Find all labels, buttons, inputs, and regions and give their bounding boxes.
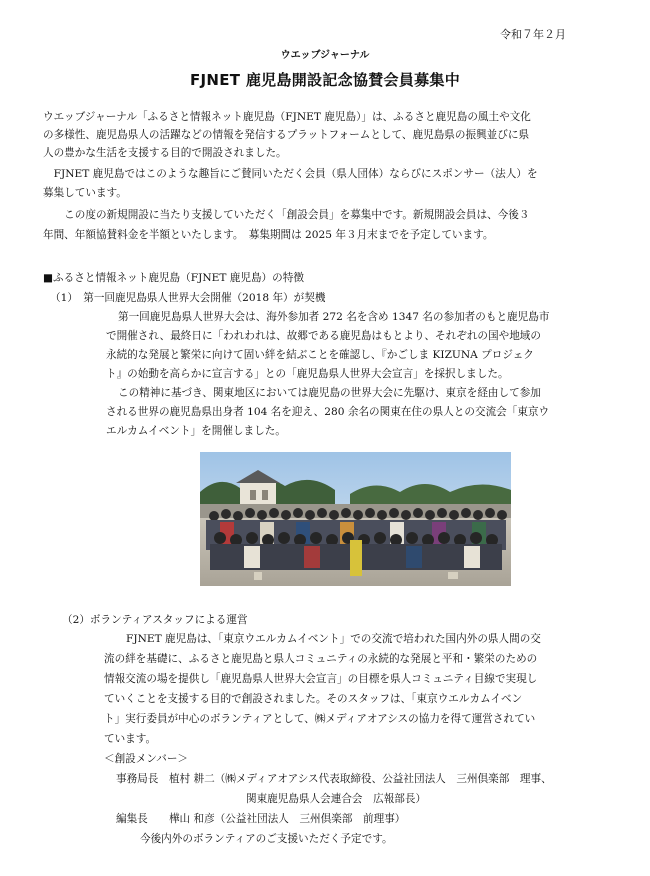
intro-line: FJNET 鹿児島ではこのような趣旨にご賛同いただく会員（県人団体）ならびにスポンサー（法人）を <box>43 168 538 180</box>
publisher-label: ウエッブジャーナル <box>280 50 370 61</box>
document-date: 令和７年２月 <box>500 28 566 41</box>
item2-line: 流の絆を基礎に、ふるさと鹿児島と県人コミュニティの永続的な発展と平和・繁栄のための <box>104 653 538 665</box>
item2-line: ていくことを支援する目的で創設されました。そのスタッフは、「東京ウエルカムイベン <box>104 693 523 705</box>
closing-line: 今後内外のボランティアのご支援いただく予定です。 <box>140 833 393 845</box>
intro-line: 募集しています。 <box>43 187 127 199</box>
intro-line: この度の新規開設に当たり支援していただく「創設会員」を募集中です。新規開設会員は、今後３ <box>43 209 530 221</box>
item2-line: ています。 <box>104 733 157 745</box>
item2-line: FJNET 鹿児島は、「東京ウエルカムイベント」での交流で培われた国内外の県人間の交 <box>126 633 541 645</box>
page-title: FJNET 鹿児島開設記念協賛会員募集中 <box>189 71 461 89</box>
item1-line: で開催され、最終日に「われわれは、故郷である鹿児島はもとより、それぞれの国や地域の <box>106 330 541 342</box>
item1-line: ト』の始動を高らかに宣言する」との「鹿児島県人世界大会宣言」を採択しました。 <box>106 368 509 380</box>
section-heading: ■ふるさと情報ネット鹿児島（FJNET 鹿児島）の特徴 <box>43 272 304 284</box>
member-line: 事務局長 植村 耕二（㈱メディアオアシス代表取締役、公益社団法人 三州倶楽部 理事、 <box>116 773 552 785</box>
item1-line: される世界の鹿児島県出身者 104 名を迎え、280 余名の関東在住の県人との交流会「東京ウ <box>106 406 550 418</box>
item1-line: 第一回鹿児島県人世界大会は、海外参加者 272 名を含め 1347 名の参加者のもと鹿児島市 <box>118 311 550 323</box>
member-line: 編集長 樺山 和彦（公益社団法人 三州倶楽部 前理事） <box>116 813 406 825</box>
intro-line: 年間、年額協賛料金を半額といたします。 募集期間は 2025 年３月末までを予定しています。 <box>43 229 494 241</box>
intro-line: の多様性、鹿児島県人の活躍などの情報を発信するプラットフォームとして、鹿児島県の振興並びに県 <box>43 129 530 141</box>
intro-line: 人の豊かな生活を支援する目的で開設されました。 <box>43 147 287 159</box>
item1-line: 永続的な発展と繁栄に向けて固い絆を結ぶことを確認し、『かごしま KIZUNA プロジェク <box>106 349 534 361</box>
group-photo-illustration <box>200 452 511 586</box>
item1-line: この精神に基づき、関東地区においては鹿児島の世界大会に先駆け、東京を経由して参加 <box>118 387 541 399</box>
item2-line: ト」実行委員が中心のボランティアとして、㈱メディアオアシスの協力を得て運営されてい <box>104 713 536 725</box>
group-photo <box>200 452 511 586</box>
item1-heading: （1） 第一回鹿児島県人世界大会開催（2018 年）が契機 <box>50 292 326 304</box>
item2-line: 情報交流の場を提供し「鹿児島県人世界大会宣言」の目標を県人コミュニティ目線で実現し <box>104 673 538 685</box>
item1-line: エルカムイベント」を開催しました。 <box>106 425 286 437</box>
intro-line: ウエッブジャーナル「ふるさと情報ネット鹿児島（FJNET 鹿児島）」は、ふるさと鹿児島の風土や文化 <box>43 111 531 123</box>
members-heading: ＜創設メンバー＞ <box>104 753 189 765</box>
item2-heading: （2）ボランティアスタッフによる運営 <box>62 614 248 626</box>
member-line: 関東鹿児島県人会連合会 広報部長） <box>246 793 427 805</box>
